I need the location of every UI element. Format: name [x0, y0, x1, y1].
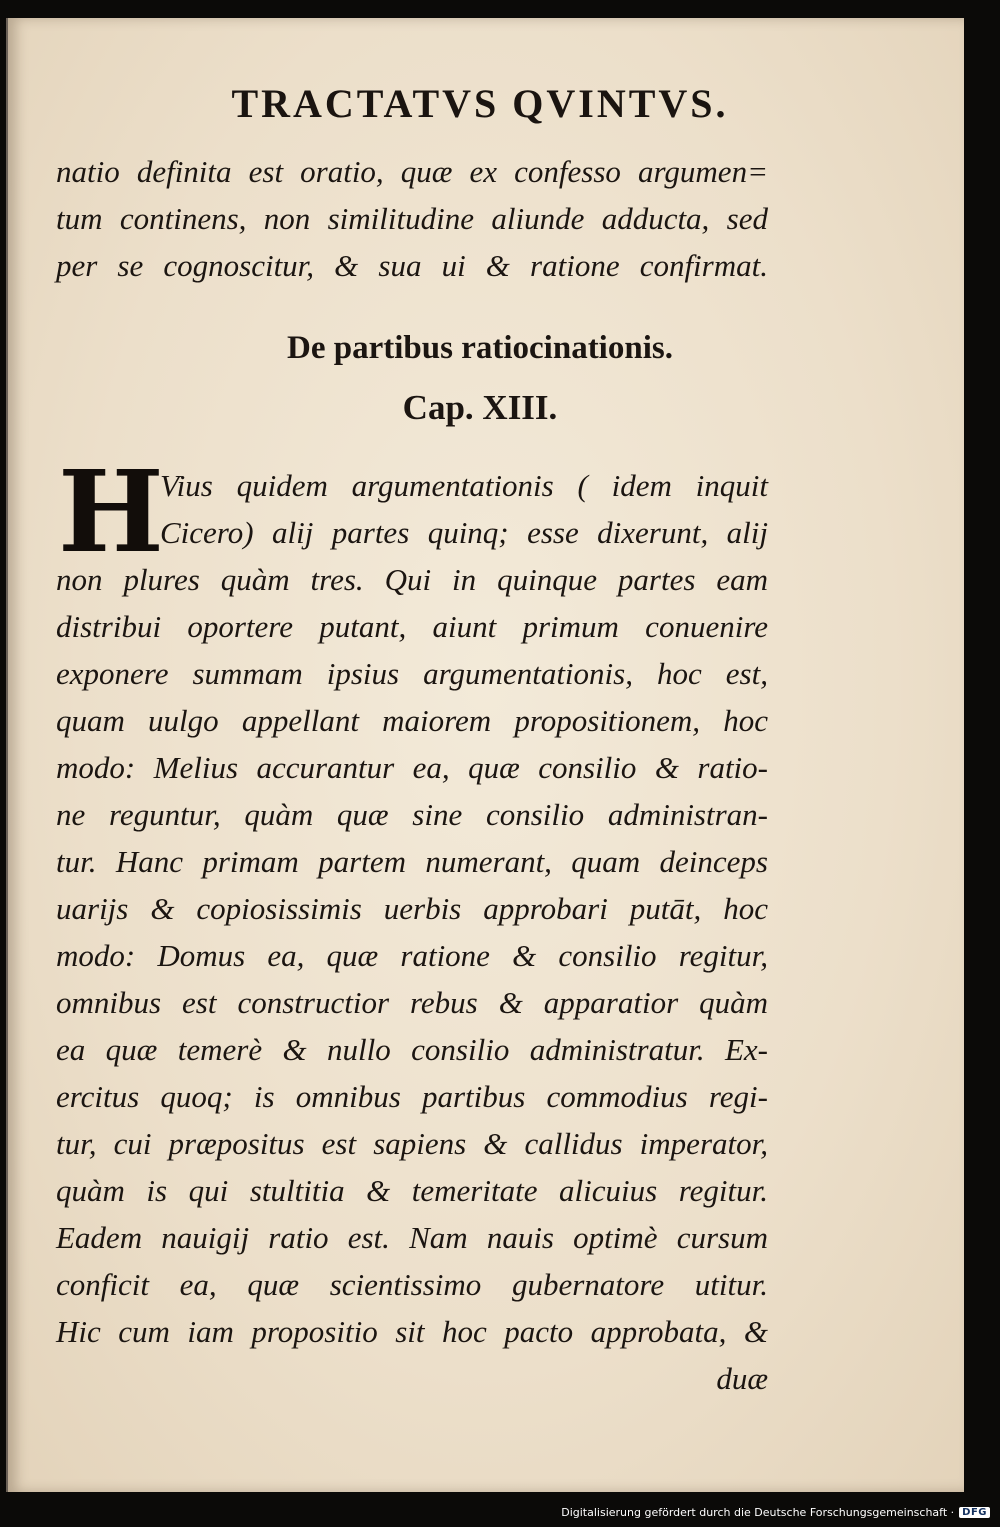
text-line: tum continens, non similitudine aliunde adducta, sed — [56, 201, 768, 236]
text-line: Hic cum iam propositio sit hoc pacto approbata, & — [56, 1314, 768, 1349]
funding-credit: Digitalisierung gefördert durch die Deutsche Forschungsgemeinschaft · — [561, 1506, 955, 1519]
text-line: ercitus quoq; is omnibus partibus commodius regi- — [56, 1079, 768, 1114]
text-line: conficit ea, quæ scientissimo gubernatore utitur. — [56, 1267, 768, 1302]
text-line: Vius quidem argumentationis ( idem inquit — [160, 468, 768, 503]
text-line: tur. Hanc primam partem numerant, quam deinceps — [56, 844, 768, 879]
text-line: exponere summam ipsius argumentationis, hoc est, — [56, 656, 768, 691]
text-line: uarijs & copiosissimis uerbis approbari putāt, hoc — [56, 891, 768, 926]
intro-paragraph — [56, 148, 768, 289]
text-line: tur, cui præpositus est sapiens & callidus imperator, — [56, 1126, 768, 1161]
text-line: quam uulgo appellant maiorem propositionem, hoc — [56, 703, 768, 738]
text-line: modo: Melius accurantur ea, quæ consilio & ratio- — [56, 750, 768, 785]
text-line: quàm is qui stultitia & temeritate alicuius regitur. — [56, 1173, 768, 1208]
text-line: modo: Domus ea, quæ ratione & consilio regitur, — [56, 938, 768, 973]
digitization-footer — [561, 1506, 990, 1519]
text-line: Eadem nauigij ratio est. Nam nauis optimè cursum — [56, 1220, 768, 1255]
text-line: omnibus est constructior rebus & apparatior quàm — [56, 985, 768, 1020]
text-line: non plures quàm tres. Qui in quinque partes eam — [56, 562, 768, 597]
chapter-title: De partibus ratiocinationis. — [287, 330, 673, 366]
text-line: Cicero) alij partes quinq; esse dixerunt, alij — [160, 515, 768, 550]
text-line: distribui oportere putant, aiunt primum conuenire — [56, 609, 768, 644]
body-paragraph — [56, 447, 768, 1402]
chapter-number: Cap. XIII. — [402, 388, 558, 427]
text-line: ea quæ temerè & nullo consilio administratur. Ex- — [56, 1032, 768, 1067]
drop-cap: H — [58, 447, 164, 578]
text-line: natio definita est oratio, quæ ex confesso argumen= — [56, 154, 768, 189]
running-title: TRACTATVS QVINTVS. — [231, 81, 729, 126]
catchword: duæ — [716, 1361, 768, 1396]
dfg-logo: DFG — [959, 1507, 990, 1518]
text-line: ne reguntur, quàm quæ sine consilio administran- — [56, 797, 768, 832]
text-line: per se cognoscitur, & sua ui & ratione confirmat. — [56, 248, 768, 283]
